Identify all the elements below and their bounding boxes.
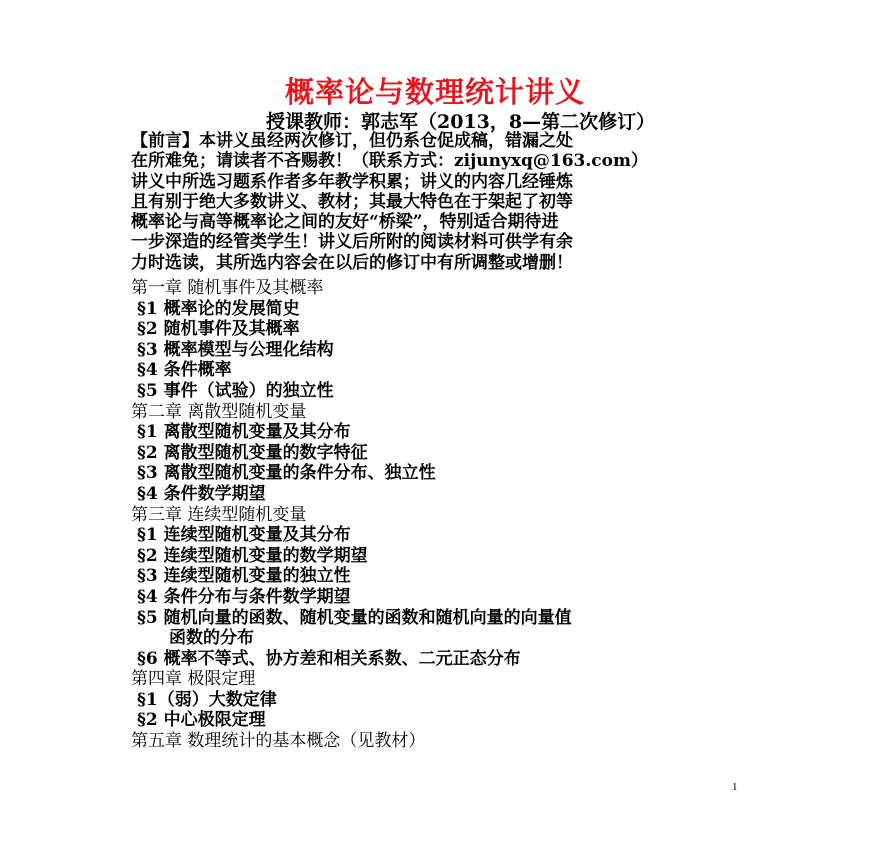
- toc-section: §2 随机事件及其概率: [137, 319, 300, 340]
- toc-chapter: 第二章 离散型随机变量: [131, 401, 307, 422]
- preface-line: 在所难免；请读者不吝赐教！（联系方式：zijunyxq@163.com）: [131, 151, 648, 172]
- page-number: 1: [732, 781, 738, 793]
- toc-section: §6 概率不等式、协方差和相关系数、二元正态分布: [137, 648, 521, 669]
- preface-line: 讲义中所选习题系作者多年教学积累；讲义的内容几经锤炼: [131, 171, 573, 192]
- preface-paragraph: [131, 131, 743, 273]
- toc-section: §4 条件分布与条件数学期望: [137, 586, 351, 607]
- preface-line: 一步深造的经管类学生！讲义后所附的阅读材料可供学有余: [131, 232, 573, 253]
- toc-section: §4 条件数学期望: [137, 483, 266, 504]
- preface-line: 且有别于绝大多数讲义、教材；其最大特色在于架起了初等: [131, 191, 573, 212]
- toc-section: §1（弱）大数定律: [137, 689, 277, 710]
- instructor-line: 授课教师：郭志军（2013，8—第二次修订）: [266, 111, 656, 133]
- toc-section: §5 事件（试验）的独立性: [137, 380, 334, 401]
- toc-section: §5 随机向量的函数、随机变量的函数和随机向量的向量值: [137, 607, 572, 628]
- preface-line: 【前言】本讲义虽经两次修订，但仍系仓促成稿，错漏之处: [131, 131, 573, 151]
- toc-chapter: 第四章 极限定理: [131, 669, 256, 690]
- toc-section: §1 连续型随机变量及其分布: [137, 525, 351, 546]
- toc-section: §4 条件概率: [137, 360, 232, 381]
- preface-line: 概率论与高等概率论之间的友好“桥梁”，特别适合期待进: [131, 212, 559, 233]
- preface-line: 力时选读，其所选内容会在以后的修订中有所调整或增删！: [131, 252, 573, 273]
- toc-section: §3 离散型随机变量的条件分布、独立性: [137, 463, 436, 484]
- toc-section: §2 离散型随机变量的数字特征: [137, 442, 368, 463]
- toc-chapter: 第三章 连续型随机变量: [131, 504, 307, 525]
- document-title: 概率论与数理统计讲义: [284, 75, 585, 109]
- toc-chapter: 第一章 随机事件及其概率: [131, 278, 324, 298]
- toc-section: §2 连续型随机变量的数学期望: [137, 545, 368, 566]
- table-of-contents: [131, 278, 751, 752]
- toc-section: §3 概率模型与公理化结构: [137, 339, 334, 360]
- toc-section: §3 连续型随机变量的独立性: [137, 566, 351, 587]
- toc-chapter: 第五章 数理统计的基本概念（见教材）: [131, 731, 426, 752]
- toc-section: §1 离散型随机变量及其分布: [137, 422, 351, 443]
- toc-section-continuation: 函数的分布: [169, 628, 254, 649]
- toc-section: §2 中心极限定理: [137, 710, 266, 731]
- toc-section: §1 概率论的发展简史: [137, 298, 300, 319]
